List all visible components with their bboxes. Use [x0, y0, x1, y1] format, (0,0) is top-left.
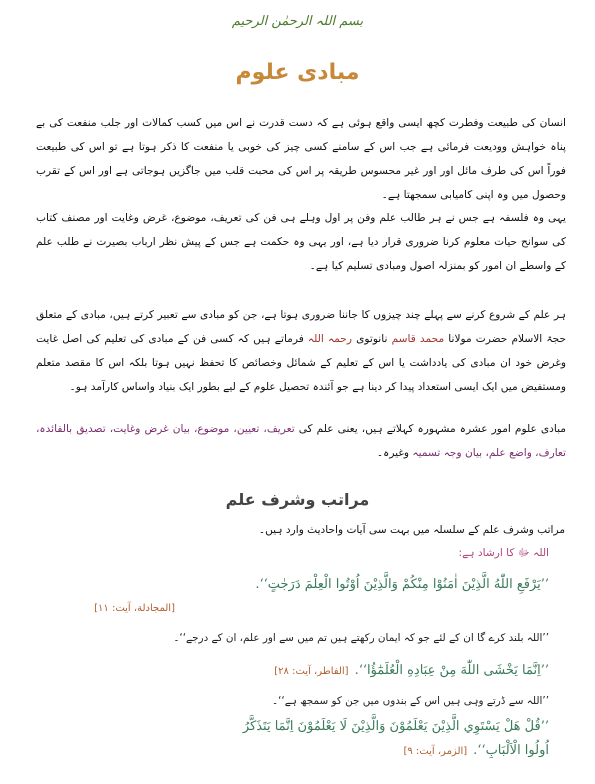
verse-3-reference: [الزمر، آیت: ۹]: [403, 746, 468, 757]
page-title: مبادی علوم: [235, 60, 360, 85]
paragraph-4: [36, 417, 566, 465]
paragraph-3-text-a: ہر علم کے شروع کرنے سے پہلے چند چیزوں کا جاننا ضروری ہوتا ہے، جن کو مبادی سے تعبیر کرتے ہیں، مبادی کے متعلق حجۃ الاسلام حضرت مولانا: [36, 308, 566, 345]
verse-1: ’’يَرْفَعِ اللّٰهُ الَّذِيْنَ اٰمَنُوْا مِنْكُمْ وَالَّذِيْنَ اُوْتُوا الْعِلْمَ دَرَجٰتٍ‘‘.: [255, 577, 549, 592]
ten-principles-list: تعریف، تعیین، موضوع، بیان غرض وغایت، تصدیق بالفائدہ، تعارف، واضع علم، بیان وجہ تسمیہ: [36, 422, 566, 459]
person-name: محمد قاسم: [391, 332, 445, 345]
bismillah: بسم اللہ الرحمٰن الرحیم: [231, 14, 364, 29]
verse-1-translation: ’’اللہ بلند کرے گا ان کے لئے جو کہ ایمان رکھتے ہیں تم میں سے اور علم، ان کے درجے‘‘۔: [173, 632, 549, 644]
honorific: رحمہ اللہ: [307, 332, 352, 345]
paragraph-3-text-c: فرماتے ہیں کہ کسی فن کے مبادی کی تعلیم کی اصل غایت وغرض خود ان مبادی کی یادداشت یا اس کے تعلیم کے شمائل وخصائص کا تحفظ نہیں ہوتا بلکہ اس کا مقصد متعلم ومستفیض میں ایک ایسی استعداد پیدا کر دینا ہے جو آئندہ تحصیل علوم کے لیے بطور ایک بنیاد واساس کارآمد ہو۔: [36, 332, 566, 393]
verse-2-text: ’’اِنَّمَا يَخْشَى اللّٰهَ مِنْ عِبَادِهِ الْعُلَمٰٓؤُا‘‘.: [354, 663, 549, 678]
verse-3-text-cont: اُولُوا الْاَلْبَابِ‘‘.: [473, 743, 549, 758]
paragraph-4-text-a: مبادی علوم امور عشرہ مشہورہ کہلاتے ہیں، یعنی علم کی: [294, 422, 566, 435]
verse-1-reference: [المجادلة، آیت: ۱۱]: [94, 603, 175, 614]
section-title: مراتب وشرف علم: [225, 490, 370, 509]
paragraph-3-text-b: نانوتوی: [351, 332, 392, 345]
verse-2: [39, 660, 549, 683]
paragraph-4-text-b: وغیرہ۔: [376, 446, 413, 459]
verse-2-reference: [الفاطر، آیت: ۲۸]: [274, 666, 349, 677]
section-intro: مراتب وشرف علم کے سلسلہ میں بہت سی آیات واحادیث وارد ہیں۔: [258, 524, 565, 536]
verse-3: ’’قُلْ هَلْ يَسْتَوِي الَّذِيْنَ يَعْلَمُوْنَ وَالَّذِيْنَ لَا يَعْلَمُوْنَ اِنَّمَا يَتَذَكَّرُ: [242, 719, 549, 734]
paragraph-2: یہی وہ فلسفہ ہے جس نے ہر طالب علم وفن پر اول وہلے ہی فن کی تعریف، موضوع، غرض وغایت اور مصنف کتاب کی سوانح حیات معلوم کرنا ضروری قرار دیا ہے، اور یہی وہ حکمت ہے جس کے پیش نظر ارباب بصیرت نے طلب علم کے واسطے ان امور کو بمنزلہ اصول ومبادی تسلیم کیا ہے۔: [36, 211, 566, 272]
paragraph-3: [36, 303, 566, 399]
irshad-label: اللہ ﷻ کا ارشاد ہے:: [458, 547, 549, 559]
verse-3-continuation: [39, 740, 549, 763]
verse-2-translation: ’’اللہ سے ڈرتے وہی ہیں اس کے بندوں میں جن کو سمجھ ہے‘‘۔: [272, 695, 549, 707]
paragraph-1: انسان کی طبیعت وفطرت کچھ ایسی واقع ہوئی ہے کہ دست قدرت نے اس میں کسب کمالات اور جلب منفعت کی بے پناہ خواہش وودیعت فرمائی ہے جب اس کے سامنے کسی چیز کی خوبی یا منفعت کا ذکر ہوتا ہے تو اس کی طبیعت فوراً اس کی طرف مائل اور اور غیر محسوس طریقہ پر اس کی محبت قلب میں جاگزیں ہوجاتی ہے اور اس کے تقرب وحصول میں وہ اپنی کامیابی سمجھتا ہے۔: [36, 116, 566, 201]
